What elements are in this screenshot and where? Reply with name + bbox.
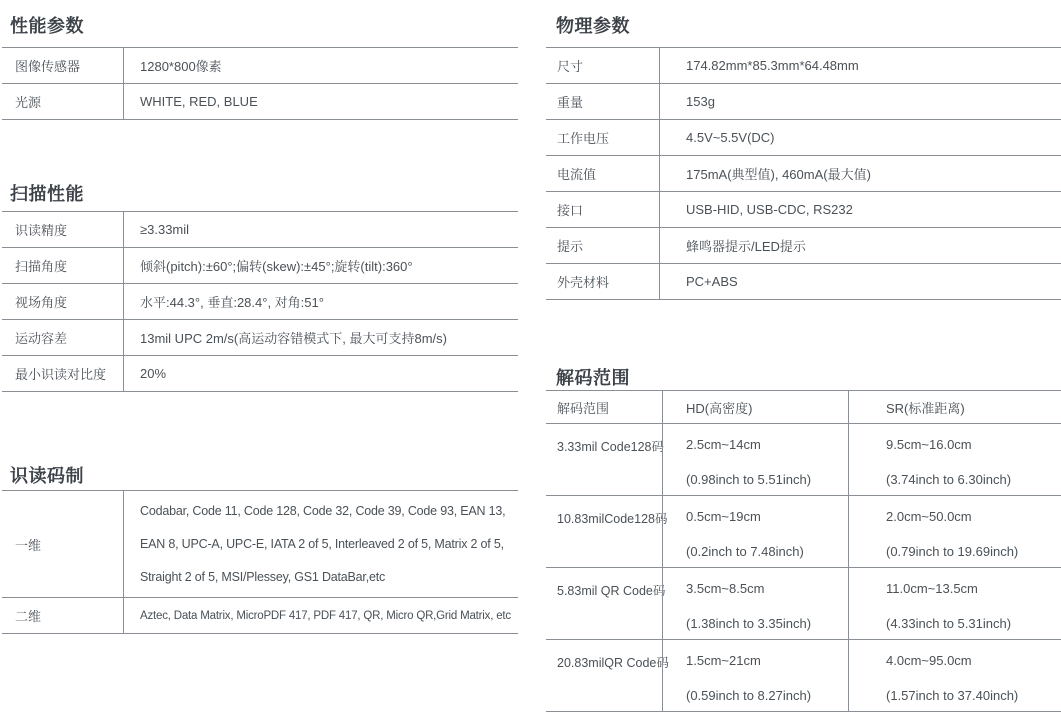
- spec-value: 174.82mm*85.3mm*64.48mm: [659, 48, 1061, 83]
- spec-label: 一维: [15, 537, 42, 553]
- table-row: [546, 84, 1061, 120]
- section-title-symbologies: 识读码制: [10, 466, 84, 486]
- range-cm: 3.5cm~8.5cm: [686, 581, 765, 596]
- range-inch: (1.38inch to 3.35inch): [686, 616, 812, 631]
- symbologies-table: [2, 490, 518, 634]
- range-cm: 4.0cm~95.0cm: [886, 653, 972, 668]
- spec-value: Aztec, Data Matrix, MicroPDF 417, PDF 417, QR, Micro QR,Grid Matrix, etc: [123, 598, 518, 633]
- decode-label: 3.33mil Code128码: [557, 440, 665, 454]
- table-header-row: [546, 391, 1061, 424]
- decode-sr-cell: [848, 568, 1061, 639]
- spec-label: 重量: [557, 95, 584, 110]
- table-row: [2, 356, 518, 392]
- decode-range-table: [546, 390, 1061, 712]
- spec-label: 电流值: [557, 167, 597, 182]
- codes-line: Codabar, Code 11, Code 128, Code 32, Code 39, Code 93, EAN 13,: [140, 503, 506, 518]
- range-cm: 2.5cm~14cm: [686, 437, 761, 452]
- spec-value: 蜂鸣器提示/LED提示: [659, 228, 1061, 263]
- table-row: [546, 228, 1061, 264]
- range-cm: 1.5cm~21cm: [686, 653, 761, 668]
- spec-label: 扫描角度: [15, 259, 68, 274]
- decode-hd-cell: [662, 424, 848, 495]
- range-cm: 0.5cm~19cm: [686, 509, 761, 524]
- decode-hd-cell: [662, 640, 848, 711]
- table-row: [546, 156, 1061, 192]
- spec-value: 1280*800像素: [123, 48, 518, 83]
- spec-value: ≥3.33mil: [123, 212, 518, 247]
- performance-table: [2, 47, 518, 120]
- spec-label: 二维: [15, 609, 42, 624]
- table-row: [546, 48, 1061, 84]
- spec-label: 识读精度: [15, 223, 68, 238]
- range-cm: 11.0cm~13.5cm: [886, 581, 978, 596]
- table-row: [546, 264, 1061, 300]
- spec-label: 尺寸: [557, 59, 584, 74]
- decode-hd-cell: [662, 496, 848, 567]
- spec-value: 175mA(典型值), 460mA(最大值): [659, 156, 1061, 191]
- decode-sr-cell: [848, 424, 1061, 495]
- codes-line: EAN 8, UPC-A, UPC-E, IATA 2 of 5, Interleaved 2 of 5, Matrix 2 of 5,: [140, 536, 504, 551]
- table-row: [2, 212, 518, 248]
- table-row: [2, 284, 518, 320]
- section-title-performance: 性能参数: [10, 16, 84, 36]
- spec-label: 接口: [557, 203, 584, 218]
- left-column: [2, 0, 518, 706]
- spec-label: 光源: [15, 95, 42, 110]
- range-inch: (4.33inch to 5.31inch): [886, 616, 1012, 631]
- range-cm: 2.0cm~50.0cm: [886, 509, 972, 524]
- table-row: [546, 424, 1061, 496]
- physical-table: [546, 47, 1061, 300]
- table-row: [546, 120, 1061, 156]
- section-title-scanning: 扫描性能: [10, 184, 84, 204]
- spec-label: 运动容差: [15, 331, 68, 346]
- range-inch: (0.2inch to 7.48inch): [686, 544, 804, 559]
- table-row: [546, 640, 1061, 712]
- spec-value: 倾斜(pitch):±60°;偏转(skew):±45°;旋转(tilt):360°: [123, 248, 518, 283]
- section-title-decode-range: 解码范围: [556, 368, 630, 388]
- decode-hd-cell: [662, 568, 848, 639]
- spec-value: 4.5V~5.5V(DC): [659, 120, 1061, 155]
- spec-value: USB-HID, USB-CDC, RS232: [659, 192, 1061, 227]
- range-inch: (1.57inch to 37.40inch): [886, 688, 1019, 703]
- table-row: [546, 192, 1061, 228]
- table-row: [546, 496, 1061, 568]
- spec-label: 外壳材料: [557, 275, 610, 290]
- decode-label: 5.83mil QR Code码: [557, 584, 666, 598]
- column-header: 解码范围: [557, 400, 610, 416]
- spec-label: 视场角度: [15, 295, 68, 310]
- column-header: HD(高密度): [662, 391, 848, 423]
- spec-value: [123, 491, 518, 597]
- spec-value: PC+ABS: [659, 264, 1061, 299]
- decode-sr-cell: [848, 496, 1061, 567]
- decode-label: 10.83milCode128码: [557, 512, 668, 526]
- range-inch: (0.79inch to 19.69inch): [886, 544, 1019, 559]
- spec-value: 20%: [123, 356, 518, 391]
- spec-value: 水平:44.3°, 垂直:28.4°, 对角:51°: [123, 284, 518, 319]
- range-inch: (0.98inch to 5.51inch): [686, 472, 812, 487]
- spec-label: 图像传感器: [15, 59, 81, 74]
- table-row: [2, 598, 518, 634]
- table-row: [546, 568, 1061, 640]
- section-title-physical: 物理参数: [556, 16, 630, 36]
- column-header: SR(标准距离): [848, 391, 1061, 423]
- spec-label: 工作电压: [557, 131, 610, 146]
- spec-value: 153g: [659, 84, 1061, 119]
- decode-label: 20.83milQR Code码: [557, 656, 669, 670]
- table-row: [2, 491, 518, 598]
- table-row: [2, 48, 518, 84]
- right-column: [546, 0, 1061, 706]
- table-row: [2, 320, 518, 356]
- spec-label: 提示: [557, 239, 584, 254]
- table-row: [2, 84, 518, 120]
- range-inch: (0.59inch to 8.27inch): [686, 688, 812, 703]
- spec-label: 最小识读对比度: [15, 367, 107, 382]
- spec-value: 13mil UPC 2m/s(高运动容错模式下, 最大可支持8m/s): [123, 320, 518, 355]
- decode-sr-cell: [848, 640, 1061, 711]
- scanning-table: [2, 211, 518, 392]
- codes-line: Straight 2 of 5, MSI/Plessey, GS1 DataBar,etc: [140, 569, 386, 584]
- range-cm: 9.5cm~16.0cm: [886, 437, 972, 452]
- range-inch: (3.74inch to 6.30inch): [886, 472, 1012, 487]
- table-row: [2, 248, 518, 284]
- spec-value: WHITE, RED, BLUE: [123, 84, 518, 119]
